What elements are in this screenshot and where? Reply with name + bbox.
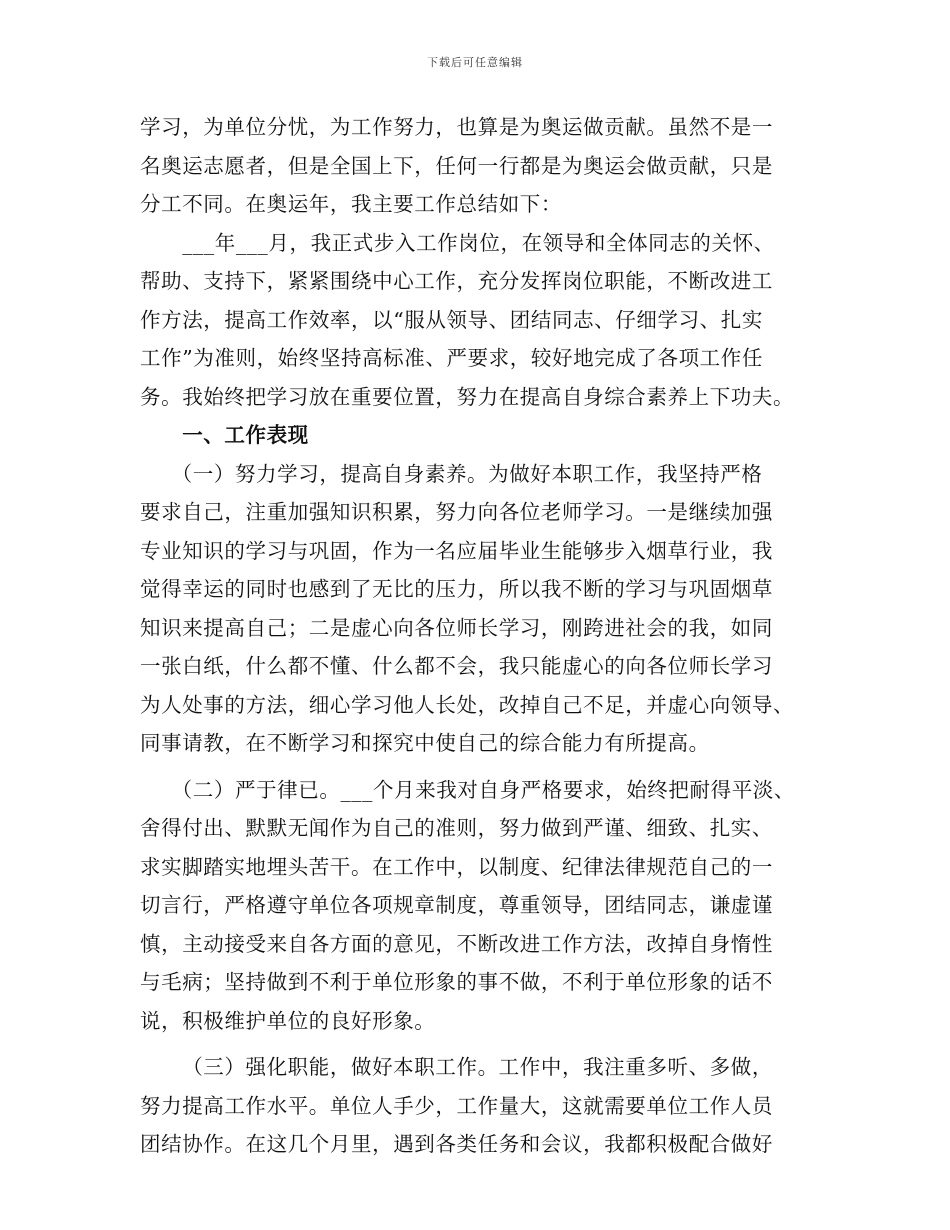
text-line: 务。我始终把学习放在重要位置，努力在提高自身综合素养上下功夫。 [140,384,795,409]
text-line: 说，积极维护单位的良好形象。 [140,1008,436,1033]
section-heading: 一、工作表现 [182,423,309,447]
text-line: 团结协作。在这几个月里，遇到各类任务和会议，我都积极配合做好 [140,1132,773,1156]
text-line: 名奥运志愿者，但是全国上下，任何一行都是为奥运会做贡献，只是 [140,153,773,178]
text-line: 工作”为准则，始终坚持高标准、严要求，较好地完成了各项工作任 [140,346,763,370]
text-line: （三）强化职能，做好本职工作。工作中，我注重多听、多做， [182,1055,773,1079]
text-line: 觉得幸运的同时也感到了无比的压力，所以我不断的学习与巩固烟草 [140,577,773,601]
text-line: 同事请教，在不断学习和探究中使自己的综合能力有所提高。 [140,731,710,755]
text-line: 帮助、支持下，紧紧围绕中心工作，充分发挥岗位职能，不断改进工 [140,269,773,293]
text-line: 为人处事的方法，细心学习他人长处，改掉自己不足，并虚心向领导、 [140,692,795,717]
text-line: 分工不同。在奥运年，我主要工作总结如下： [140,192,562,216]
text-line: 学习，为单位分忧，为工作努力，也算是为奥运做贡献。虽然不是一 [140,115,773,139]
text-line: 求实脚踏实地埋头苦干。在工作中，以制度、纪律法律规范自己的一 [140,854,773,879]
text-line: 一张白纸，什么都不懂、什么都不会，我只能虚心的向各位师长学习 [140,654,773,678]
text-line: 要求自己，注重加强知识积累，努力向各位老师学习。一是继续加强 [140,500,773,524]
text-line: （一）努力学习，提高自身素养。为做好本职工作，我坚持严格 [171,461,763,486]
text-line: ___年___月，我正式步入工作岗位，在领导和全体同志的关怀、 [182,230,775,255]
page-header: 下载后可任意编辑 [427,56,523,69]
text-line: 舍得付出、默默无闻作为自己的准则，努力做到严谨、细致、扎实、 [140,816,773,840]
text-line: 努力提高工作水平。单位人手少，工作量大，这就需要单位工作人员 [140,1093,773,1118]
text-line: 慎，主动接受来自各方面的意见，不断改进工作方法，改掉自身惰性 [140,931,773,956]
document-body [140,108,840,1164]
text-line: 与毛病；坚持做到不利于单位形象的事不做，不利于单位形象的话不 [140,970,773,994]
text-line: 作方法，提高工作效率，以“服从领导、团结同志、仔细学习、扎实 [140,307,763,332]
text-line: （二）严于律已。___个月来我对自身严格要求，始终把耐得平淡、 [171,777,795,802]
text-line: 切言行，严格遵守单位各项规章制度，尊重领导，团结同志，谦虚谨 [140,893,773,917]
text-line: 知识来提高自己；二是虚心向各位师长学习，刚跨进社会的我，如同 [140,615,773,640]
text-line: 专业知识的学习与巩固，作为一名应届毕业生能够步入烟草行业，我 [140,538,773,563]
